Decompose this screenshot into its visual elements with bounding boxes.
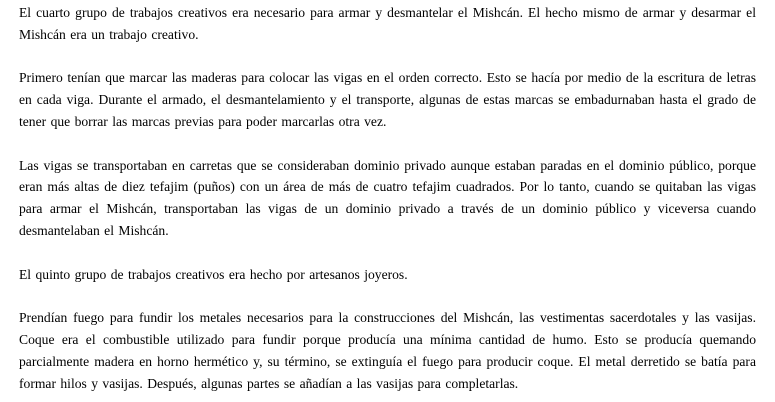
- paragraph-fifth-group: El quinto grupo de trabajos creativos era hecho por artesanos joyeros.: [19, 266, 408, 282]
- paragraph-transporting-beams: Las vigas se transportaban en carretas que se consideraban dominio privado aunque estaban paradas en el dominio público, porque eran más altas de diez tefajim (puños) con un área de más de cuatro tefajim cuadrados. Por lo tanto, cuando se quitaban las vigas para armar el Mishcán, transportaban las vigas de un dominio privado a través de un dominio público y viceversa cuando desmantelaban el Mishcán.: [19, 157, 756, 238]
- document-body: [19, 2, 756, 394]
- paragraph-metalwork: Prendían fuego para fundir los metales necesarios para la construcciones del Mishcán, las vestimentas sacerdotales y las vasijas. Coque era el combustible utilizado para fundir porque producía una mínima cantidad de humo. Esto se producía quemando parcialmente madera en horno hermético y, su término, se extinguía el fuego para producir coque. El metal derretido se batía para formar hilos y vasijas. Después, algunas partes se añadían a las vasijas para completarlas.: [19, 310, 756, 391]
- paragraph-marking-beams: Primero tenían que marcar las maderas para colocar las vigas en el orden correcto. Esto se hacía por medio de la escritura de letras en cada viga. Durante el armado, el desmantelamiento y el transporte, algunas de estas marcas se embadurnaban hasta el grado de tener que borrar las marcas previas para poder marcarlas otra vez.: [19, 70, 756, 129]
- paragraph-fourth-group: El cuarto grupo de trabajos creativos era necesario para armar y desmantelar el Mishcán. El hecho mismo de armar y desarmar el Mishcán era un trabajo creativo.: [19, 5, 756, 42]
